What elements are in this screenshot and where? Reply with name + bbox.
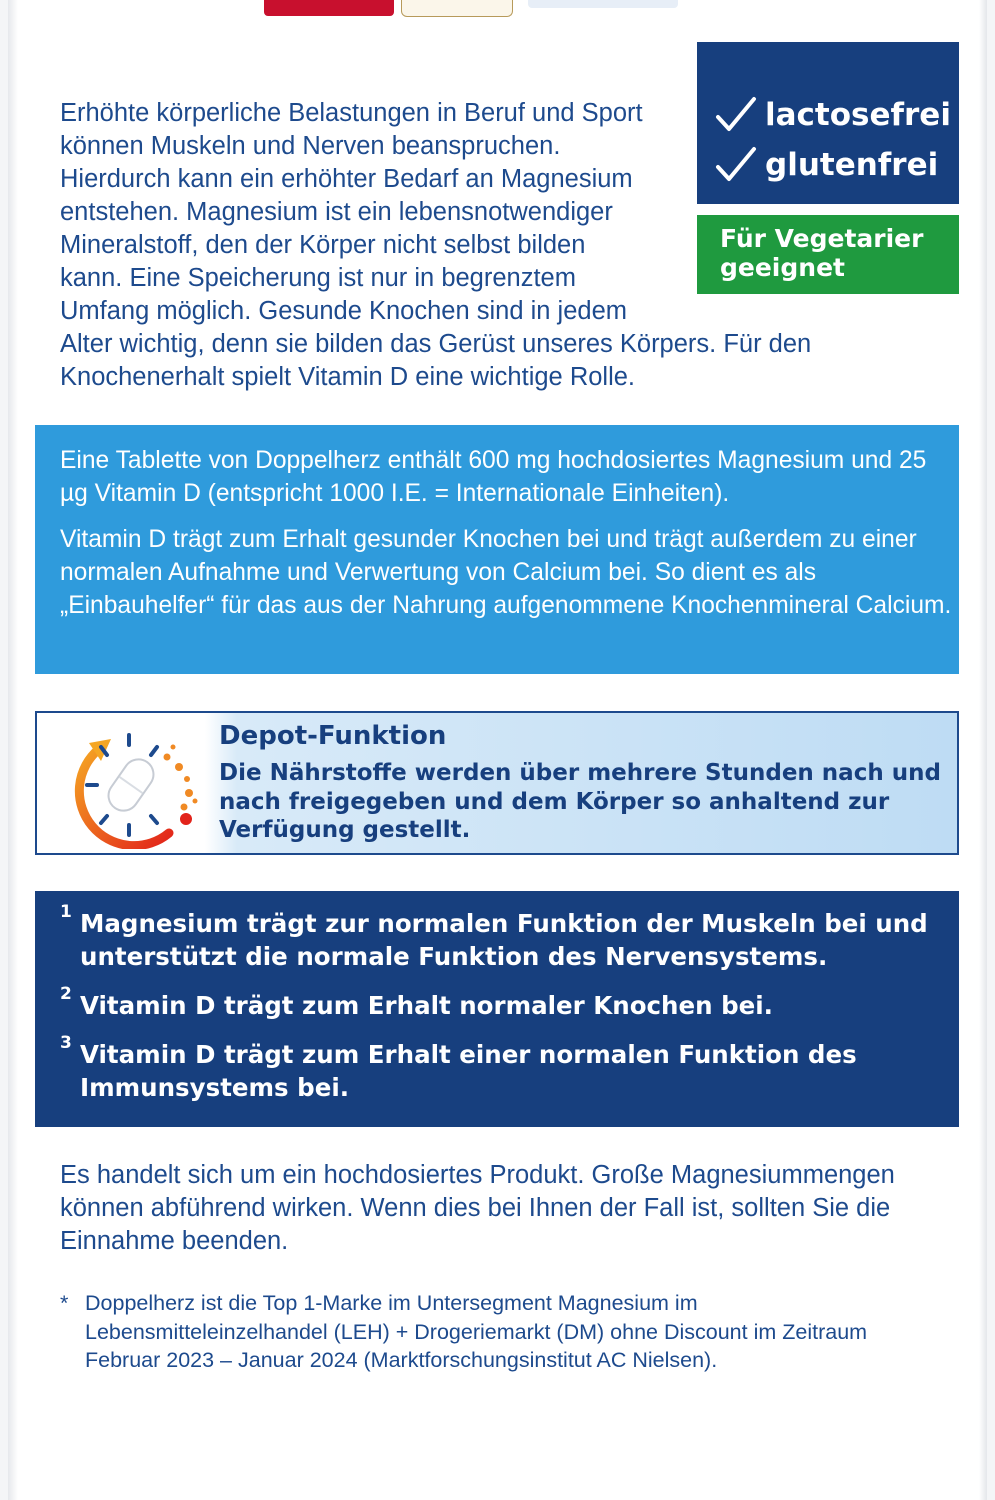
checkmark-icon	[715, 95, 757, 135]
allergen-free-badge	[697, 42, 959, 204]
dosage-info-box	[35, 425, 959, 674]
dosage-paragraph: Eine Tablette von Doppelherz enthält 600 mg hochdosiertes Magnesium und 25 µg Vitamin D (entspricht 1000 I.E. = Internationale Einheiten).	[60, 447, 927, 507]
gluten-free-label: glutenfrei	[765, 147, 939, 183]
health-claim-3	[60, 1033, 939, 1104]
depot-function-title: Depot-Funktion	[219, 721, 447, 751]
footnote	[60, 1289, 940, 1375]
brand-blue-tab	[528, 0, 678, 8]
brand-gold-seal	[401, 0, 513, 17]
lactose-free-row	[715, 90, 959, 140]
checkmark-icon	[715, 145, 757, 185]
lactose-free-label: lactosefrei	[765, 97, 951, 133]
depot-function-text: Die Nährstoffe werden über mehrere Stunden nach und nach freigegeben und dem Körper so anhaltend zur Verfügung gestellt.	[219, 760, 941, 843]
footnote-marker: *	[60, 1291, 69, 1315]
brand-red-tab	[264, 0, 394, 16]
vegetarian-label-line1: Für Vegetarier	[720, 224, 924, 253]
claim-number: 3	[60, 1033, 72, 1053]
package-top-edge	[8, 0, 987, 22]
depot-release-clock-icon	[49, 721, 214, 849]
health-claim-1	[60, 902, 939, 973]
gluten-free-row	[715, 140, 959, 190]
footnote-text: Doppelherz ist die Top 1-Marke im Untersegment Magnesium im Lebensmitteleinzelhandel (LEH) + Drogeriemarkt (DM) ohne Discount im Zeitraum Februar 2023 – Januar 2024 (Marktforschungsinstitut AC Nielsen).	[85, 1291, 868, 1372]
depot-function-panel	[35, 711, 959, 855]
claim-number: 2	[60, 984, 72, 1004]
health-claims-box	[35, 891, 959, 1127]
dosage-warning-text: Es handelt sich um ein hochdosiertes Produkt. Große Magnesiummengen können abführend wirken. Wenn dies bei Ihnen der Fall ist, sollten Sie die Einnahme beenden.	[60, 1161, 895, 1255]
health-claim-2	[60, 984, 939, 1022]
claim-text: Vitamin D trägt zum Erhalt einer normalen Funktion des Immunsystems bei.	[80, 1040, 857, 1102]
package-back-panel	[8, 0, 987, 1500]
vitamin-d-paragraph: Vitamin D trägt zum Erhalt gesunder Knochen bei und trägt außerdem zu einer normalen Aufnahme und Verwertung von Calcium bei. So dient es als „Einbauhelfer“ für das aus der Nahrung aufgenommene Knochenmineral Calcium.	[60, 526, 952, 619]
claim-text: Vitamin D trägt zum Erhalt normaler Knochen bei.	[80, 991, 773, 1020]
vegetarian-label-line2: geeignet	[720, 253, 845, 282]
intro-text: Erhöhte körperliche Belastungen in Beruf und Sport können Muskeln und Nerven beanspruchen. Hierdurch kann ein erhöhter Bedarf an Magnesium entstehen. Magnesium ist ein lebensnotwendiger Mineralstoff, den der Körper nicht selbst bilden kann. Eine Speicherung ist nur in begrenztem Umfang möglich. Gesunde Knochen sind in jedem Alter wichtig, denn sie bilden das Gerüst unseres Körpers. Für den Knochenerhalt spielt Vitamin D eine wichtige Rolle.	[60, 99, 812, 391]
claim-text: Magnesium trägt zur normalen Funktion der Muskeln bei und unterstützt die normale Funktion des Nervensystems.	[80, 909, 928, 971]
vegetarian-badge	[697, 215, 959, 294]
claim-number: 1	[60, 902, 72, 922]
